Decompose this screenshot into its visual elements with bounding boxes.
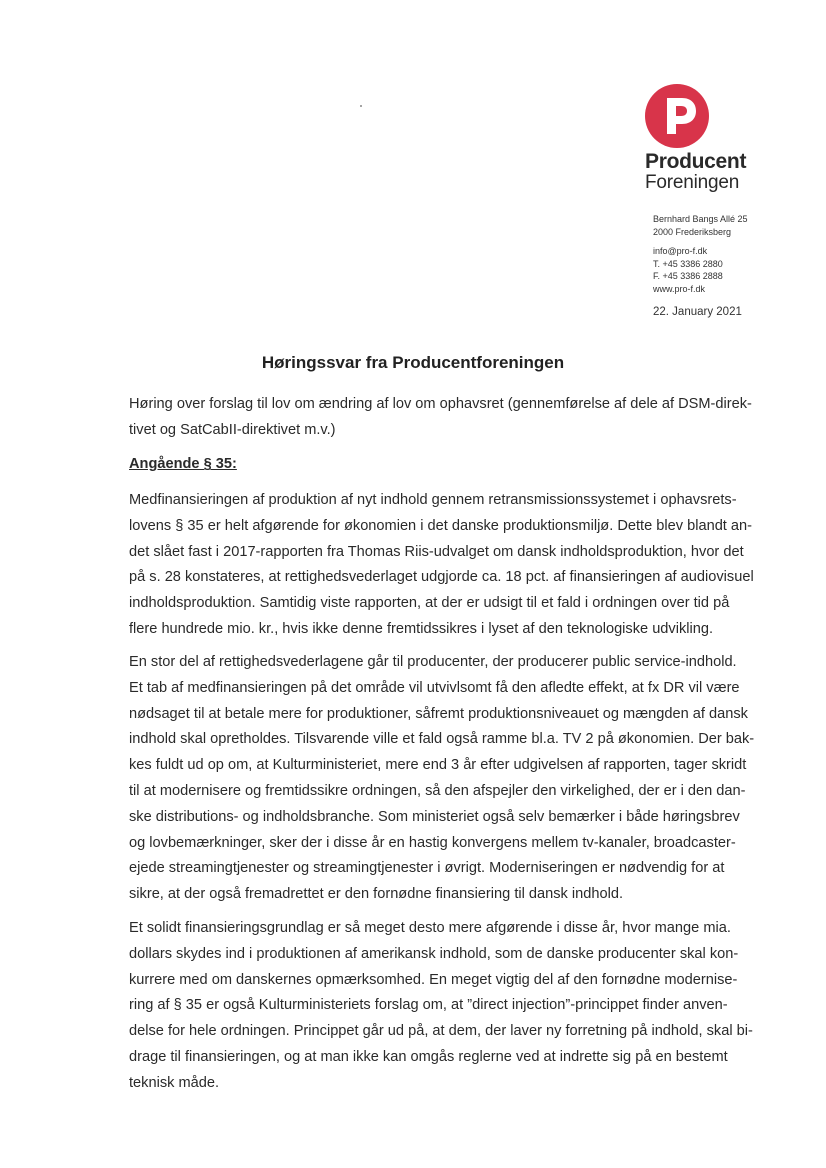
paragraph-line: nødsaget til at betale mere for produktioner, såfremt produktionsniveauet og mængden af dansk [129, 705, 748, 722]
paragraph-2 [129, 650, 755, 908]
paragraph-line: på s. 28 konstateres, at rettighedsvederlaget udgjorde ca. 18 pct. af finansieringen af audiovisuel [129, 569, 754, 586]
contact-email: info@pro-f.dk [653, 246, 708, 256]
paragraph-line: ejede streamingtjenester og streamingtjenester i øvrigt. Moderniseringen er nødvendig for at [129, 860, 725, 877]
logo-word-producent: Producent [645, 150, 747, 173]
paragraph-line: kurrere med om danskernes opmærksomhed. En meget vigtig del af den fornødne modernise- [129, 971, 738, 988]
paragraph-line: indhold skal opretholdes. Tilsvarende ville et fald også ramme bl.a. TV 2 på økonomien. Der bak- [129, 731, 755, 748]
contact-website: www.pro-f.dk [653, 283, 706, 294]
contact-phone: T. +45 3386 2880 [653, 258, 723, 269]
paragraph-line: sikre, at der også fremadrettet er den fornødne finansiering til dansk indhold. [129, 886, 624, 903]
paragraph-line: lovens § 35 er helt afgørende for økonomien i det danske produktionsmiljø. Dette blev blandt an- [129, 517, 753, 534]
paragraph-line: kes fuldt ud op om, at Kulturministeriet, mere end 3 år efter udgivelsen af rapporten, tager skridt [129, 757, 747, 774]
paragraph-line: ske distributions- og indholdsbranche. Som ministeriet også selv bemærker i både høringsbrev [129, 808, 740, 825]
scan-speck [360, 105, 362, 107]
paragraph-line: teknisk måde. [129, 1074, 220, 1091]
paragraph-line: ring af § 35 er også Kulturministeriets forslag om, at ”direct injection”-princippet finder anven- [129, 997, 728, 1014]
paragraph-1 [129, 488, 754, 643]
contact-block [653, 213, 748, 295]
paragraph-3 [129, 916, 753, 1097]
logo-word-foreningen: Foreningen [645, 172, 740, 193]
contact-fax: F. +45 3386 2888 [653, 271, 723, 281]
paragraph-line: og lovbemærkninger, sker der i disse år en hastig konvergens mellem tv-kanaler, broadcaster- [129, 834, 736, 851]
paragraph-line: Et tab af medfinansieringen på det område vil utvivlsomt få den afledte effekt, at fx DR vil være [129, 679, 740, 696]
paragraph-line: En stor del af rettighedsvederlagene går til producenter, der producerer public service-indhold. [129, 654, 737, 670]
section-heading: Angående § 35: [129, 456, 237, 472]
paragraph-line: til at modernisere og fremtidssikre ordningen, så den afspejler den virkelighed, der er i den dan- [129, 782, 746, 799]
address-line-1: Bernhard Bangs Allé 25 [653, 214, 748, 224]
paragraph-line: flere hundrede mio. kr., hvis ikke denne fremtidssikres i lyset af den teknologiske udvikling. [129, 620, 714, 637]
logo-p-glyph [645, 84, 709, 148]
subtitle-line: Høring over forslag til lov om ændring af lov om ophavsret (gennemførelse af dele af DSM-direk- [129, 396, 752, 412]
logo-p-icon [645, 84, 709, 148]
paragraph-line: Et solidt finansieringsgrundlag er så meget desto mere afgørende i disse år, hvor mange mia. [129, 920, 731, 936]
letter-date: 22. January 2021 [653, 306, 742, 318]
paragraph-line: indholdsproduktion. Samtidig viste rapporten, at der er udsigt til et fald i ordningen over tid på [129, 595, 730, 612]
address-line-2: 2000 Frederiksberg [653, 226, 732, 237]
document-subtitle [129, 392, 752, 444]
subtitle-line: tivet og SatCabII-direktivet m.v.) [129, 421, 336, 438]
paragraph-line: det slået fast i 2017-rapporten fra Thomas Riis-udvalget om dansk indholdsproduktion, hvor det [129, 543, 744, 560]
paragraph-line: drage til finansieringen, og at man ikke kan omgås reglerne ved at indrette sig på en bestemt [129, 1048, 728, 1065]
paragraph-line: delse for hele ordningen. Princippet går ud på, at dem, der laver ny forretning på indhold, skal bi- [129, 1023, 753, 1040]
paragraph-line: dollars skydes ind i produktionen af amerikansk indhold, som de danske producenter skal kon- [129, 945, 739, 962]
document-title: Høringssvar fra Producentforeningen [261, 353, 565, 372]
paragraph-line: Medfinansieringen af produktion af nyt indhold gennem retransmissionssystemet i ophavsrets- [129, 492, 737, 508]
